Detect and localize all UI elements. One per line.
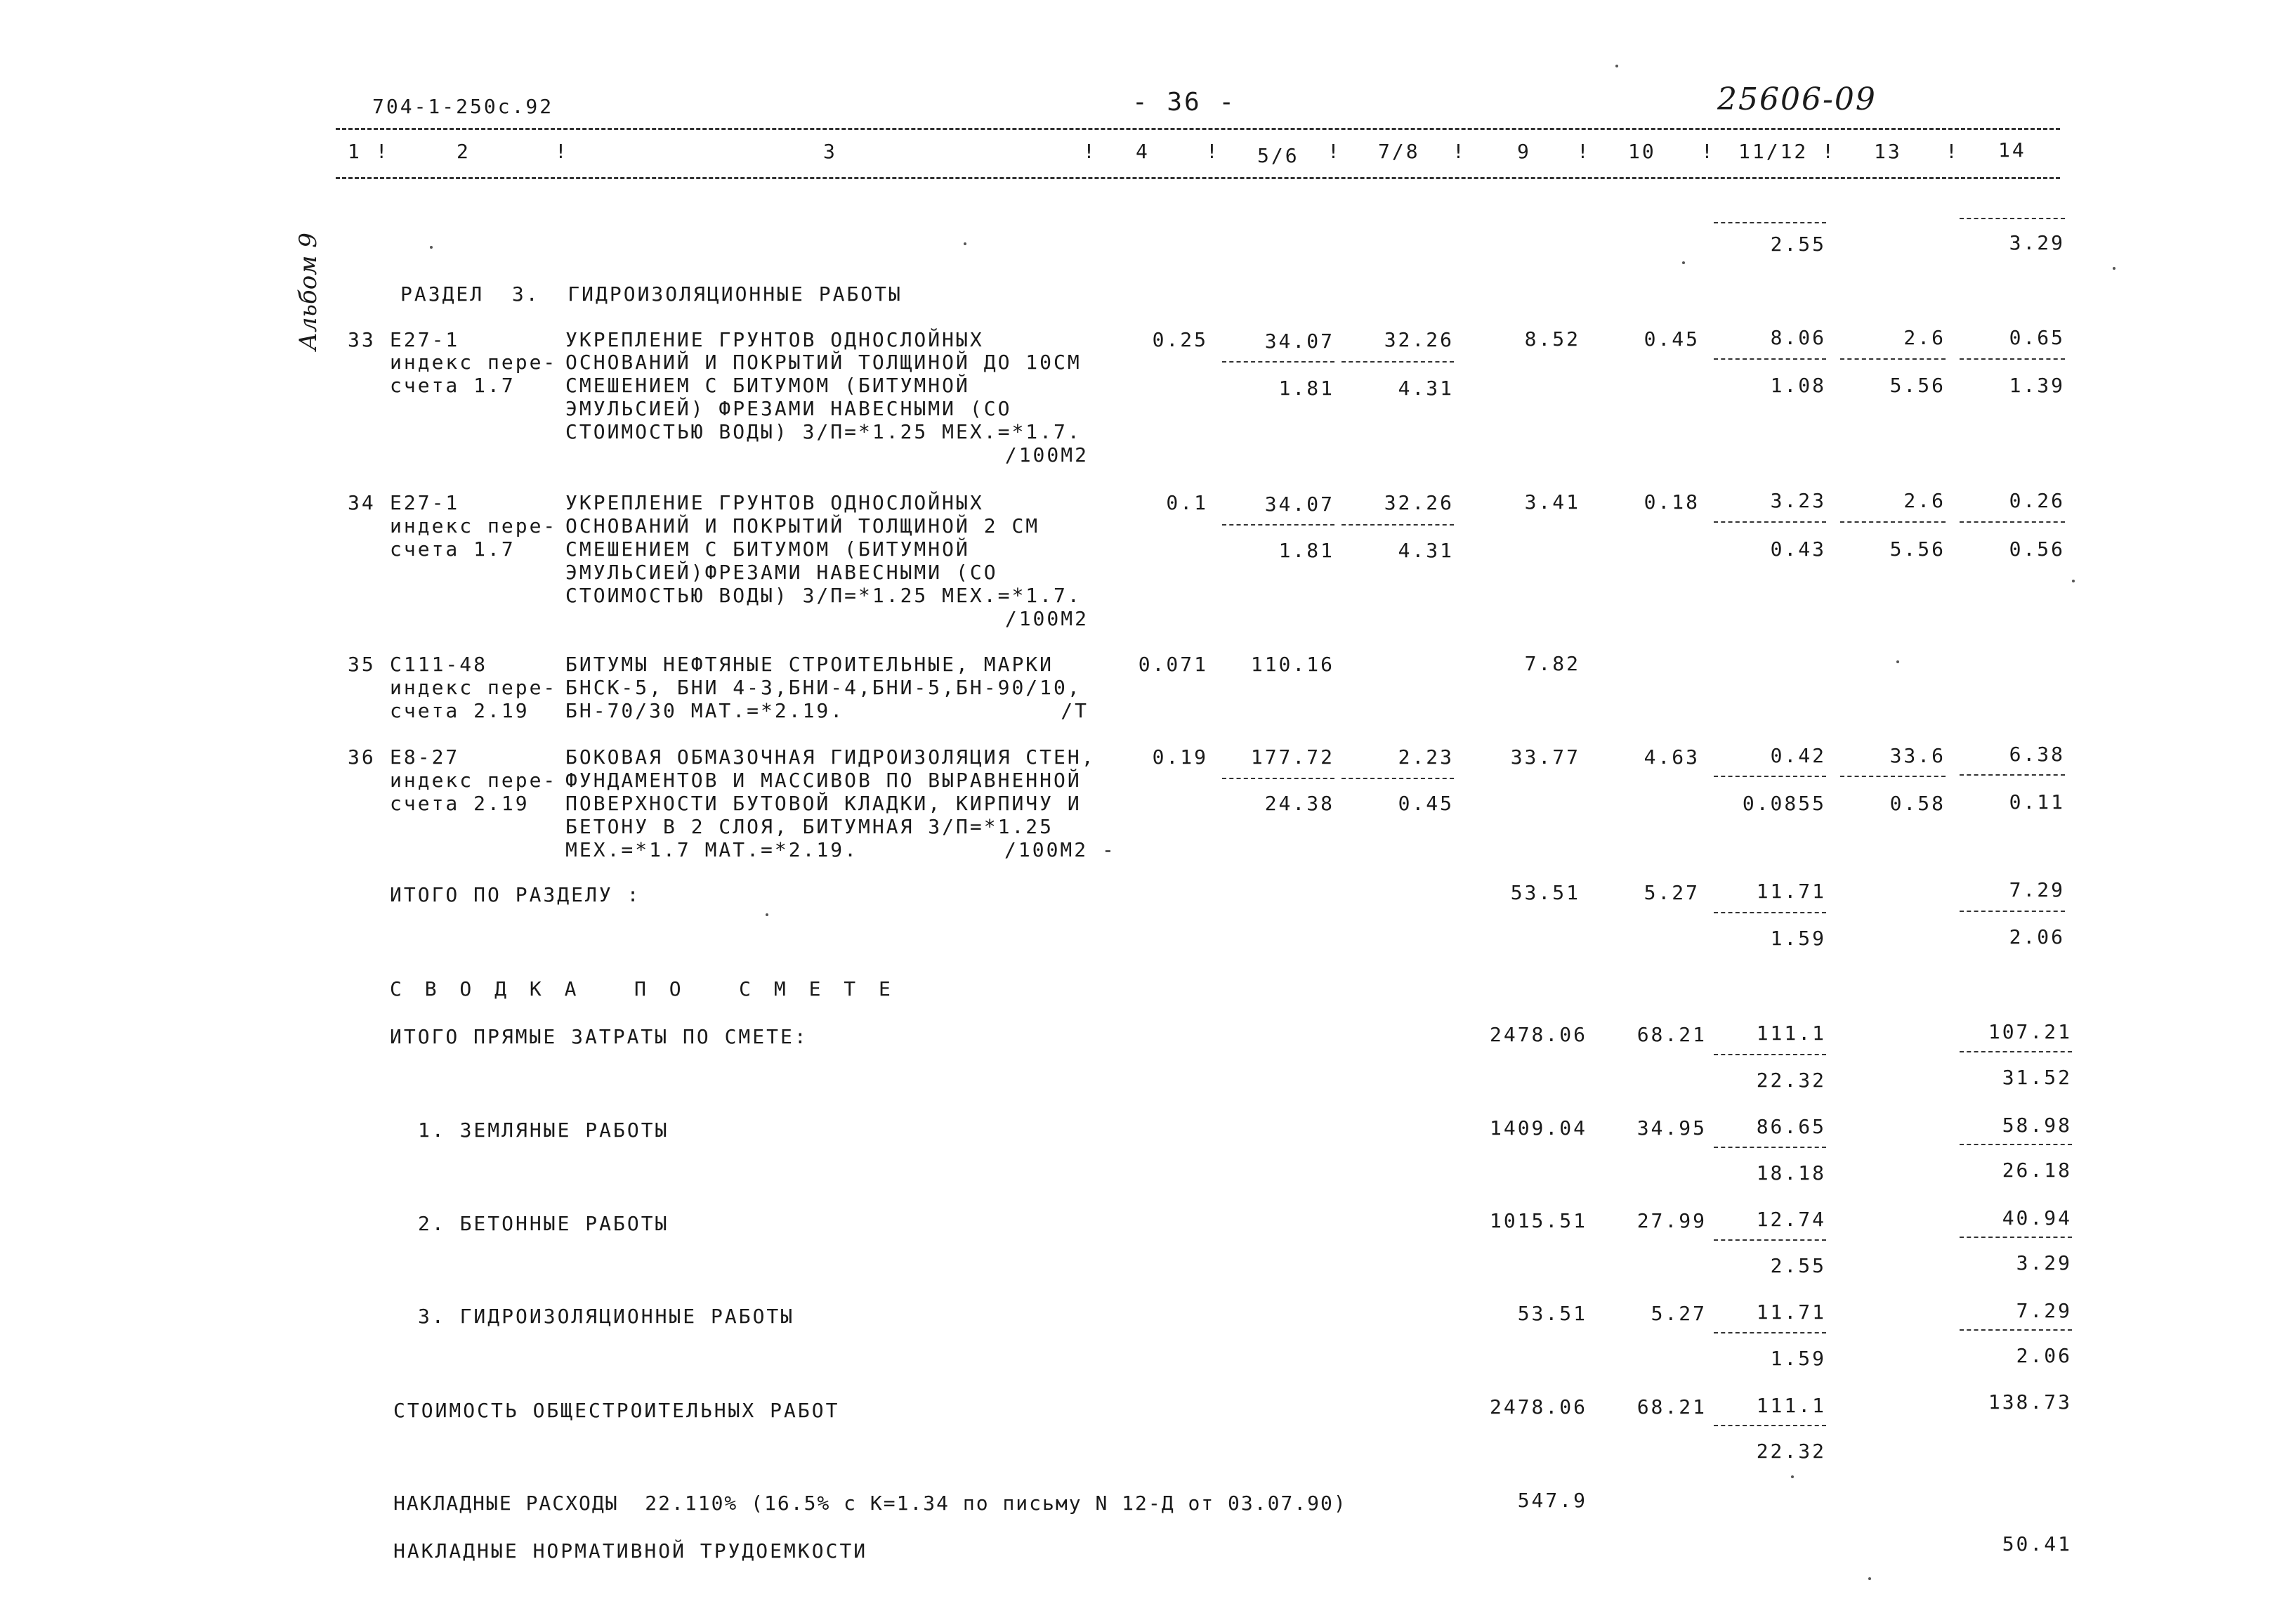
scan-speck	[766, 913, 768, 916]
scan-speck	[430, 246, 433, 249]
header-rule-bottom	[336, 177, 2060, 179]
carry-c12: 2.55	[1770, 233, 1826, 256]
scan-speck	[1868, 1577, 1871, 1580]
scan-speck	[2072, 580, 2075, 582]
scan-speck	[1615, 65, 1618, 67]
scan-speck	[1791, 1475, 1794, 1478]
carry-c14: 3.29	[2009, 231, 2065, 254]
overhead-label: НАКЛАДНЫЕ РАСХОДЫ 22.110% (16.5% с К=1.34 по письму N 12-Д от 03.07.90)	[393, 1492, 1347, 1515]
header-rule-top	[336, 128, 2060, 130]
scan-speck	[2113, 267, 2115, 270]
overhead-labor-value: 50.41	[2002, 1532, 2072, 1555]
handwritten-number: 25606-09	[1717, 81, 1877, 117]
side-label: Альбом 9	[294, 233, 322, 351]
summary-title: С В О Д К А П О С М Е Т Е	[390, 977, 896, 1000]
overhead-value: 547.9	[1517, 1489, 1587, 1512]
doc-code: 704-1-250с.92	[372, 95, 554, 118]
section-title: РАЗДЕЛ 3. ГИДРОИЗОЛЯЦИОННЫЕ РАБОТЫ	[400, 282, 903, 306]
page-number: - 36 -	[1132, 88, 1237, 117]
scan-speck	[964, 242, 966, 245]
scan-speck	[1682, 261, 1685, 264]
scan-speck	[1896, 660, 1899, 663]
overhead-labor-label: НАКЛАДНЫЕ НОРМАТИВНОЙ ТРУДОЕМКОСТИ	[393, 1539, 868, 1563]
